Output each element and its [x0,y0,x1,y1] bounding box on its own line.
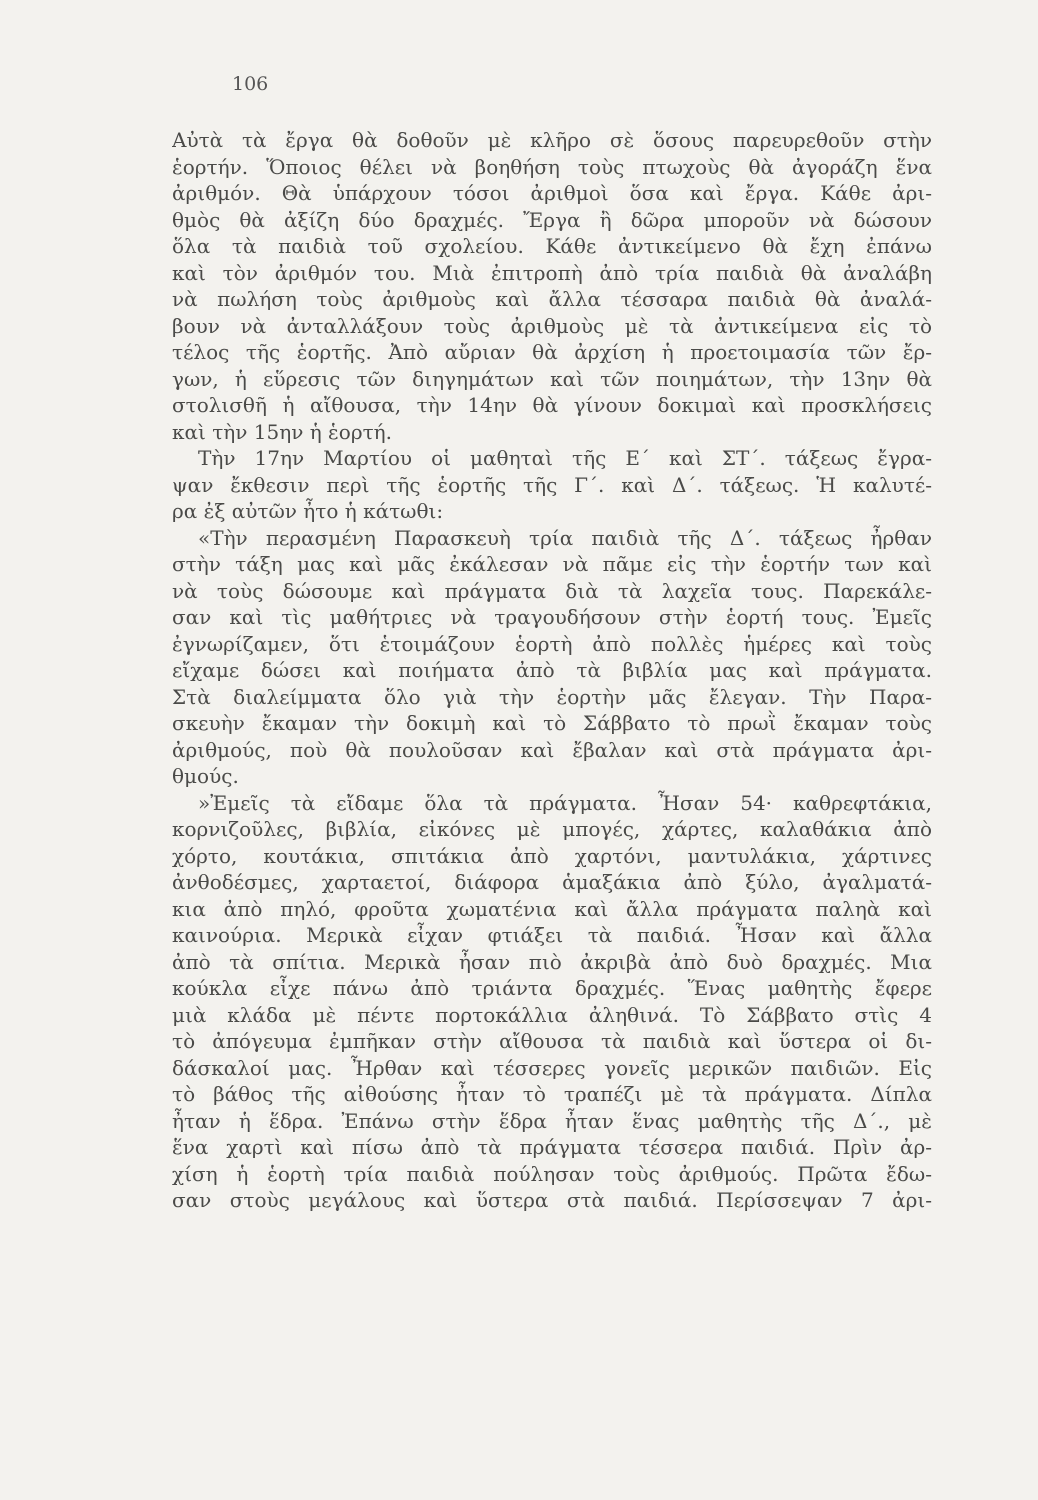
text-line: Τὴν 17ην Μαρτίου οἱ μαθηταὶ τῆς Ε΄ καὶ ΣΤ΄. τάξεως ἔγρα- [198,446,932,470]
page-number: 106 [232,73,269,95]
text-line: ψαν ἔκθεσιν περὶ τῆς ἑορτῆς τῆς Γ΄. καὶ Δ΄. τάξεως. Ἡ καλυτέ- [172,472,932,497]
text-line: νὰ τοὺς δώσουμε καὶ πράγματα διὰ τὰ λαχεῖα τους. Παρεκάλε- [172,578,932,603]
text-line: ἀπὸ τὰ σπίτια. Μερικὰ ἦσαν πιὸ ἀκριβὰ ἀπὸ δυὸ δραχμές. Μια [172,949,932,974]
text-line: »Ἐμεῖς τὰ εἴδαμε ὅλα τὰ πράγματα. Ἦσαν 54· καθρεφτάκια, [198,790,932,815]
text-line: χόρτο, κουτάκια, σπιτάκια ἀπὸ χαρτόνι, μαντυλάκια, χάρτινες [172,843,932,868]
text-line: σαν καὶ τὶς μαθήτριες νὰ τραγουδήσουν στὴν ἑορτή τους. Ἐμεῖς [172,605,932,629]
text-line: ἑορτήν. Ὅποιος θέλει νὰ βοηθήση τοὺς πτωχοὺς θὰ ἀγοράζη ἕνα [172,154,932,179]
text-line: ὅλα τὰ παιδιὰ τοῦ σχολείου. Κάθε ἀντικείμενο θὰ ἔχη ἐπάνω [172,234,932,258]
text-line: στὴν τάξη μας καὶ μᾶς ἐκάλεσαν νὰ πᾶμε εἰς τὴν ἑορτήν των καὶ [172,552,932,576]
text-line: ἕνα χαρτὶ καὶ πίσω ἀπὸ τὰ πράγματα τέσσερα παιδιά. Πρὶν ἀρ- [172,1135,932,1159]
text-line: ἀριθμόν. Θὰ ὑπάρχουν τόσοι ἀριθμοὶ ὅσα καὶ ἔργα. Κάθε ἀρι- [172,181,932,205]
text-line: κούκλα εἶχε πάνω ἀπὸ τριάντα δραχμές. Ἕνας μαθητὴς ἔφερε [172,976,932,1000]
text-line: κια ἀπὸ πηλό, φροῦτα χωματένια καὶ ἄλλα πράγματα παληὰ καὶ [172,896,932,921]
text-line: στολισθῆ ἡ αἴθουσα, τὴν 14ην θὰ γίνουν δοκιμαὶ καὶ προσκλήσεις [172,393,932,417]
text-line: ἐγνωρίζαμεν, ὅτι ἑτοιμάζουν ἑορτὴ ἀπὸ πολλὲς ἡμέρες καὶ τοὺς [172,631,932,656]
text-line: καὶ τὴν 15ην ἡ ἑορτή. [172,419,392,444]
body-text [172,127,932,1214]
text-line: καινούρια. Μερικὰ εἶχαν φτιάξει τὰ παιδιά. Ἦσαν καὶ ἄλλα [172,923,932,947]
text-line: τὸ βάθος τῆς αἰθούσης ἦταν τὸ τραπέζι μὲ τὰ πράγματα. Δίπλα [172,1082,932,1106]
text-line: ἀνθοδέσμες, χαρταετοί, διάφορα ἁμαξάκια ἀπὸ ξύλο, ἀγαλματά- [172,870,932,894]
text-line: εἴχαμε δώσει καὶ ποιήματα ἀπὸ τὰ βιβλία μας καὶ πράγματα. [172,658,932,682]
text-line: ρα ἐξ αὐτῶν ἦτο ἡ κάτωθι: [172,499,444,523]
text-line: δάσκαλοί μας. Ἦρθαν καὶ τέσσερες γονεῖς μερικῶν παιδιῶν. Εἰς [172,1055,932,1080]
text-line: Αὐτὰ τὰ ἔργα θὰ δοθοῦν μὲ κλῆρο σὲ ὅσους παρευρεθοῦν στὴν [172,128,932,152]
text-line: βουν νὰ ἀνταλλάξουν τοὺς ἀριθμοὺς μὲ τὰ ἀντικείμενα εἰς τὸ [172,313,932,338]
text-line: τὸ ἀπόγευμα ἐμπῆκαν στὴν αἴθουσα τὰ παιδιὰ καὶ ὕστερα οἱ δι- [172,1029,932,1053]
text-line: Στὰ διαλείμματα ὅλο γιὰ τὴν ἑορτὴν μᾶς ἔλεγαν. Τὴν Παρα- [172,684,932,709]
text-line: ἦταν ἡ ἕδρα. Ἐπάνω στὴν ἕδρα ἦταν ἕνας μαθητὴς τῆς Δ΄., μὲ [172,1108,932,1133]
text-line: μιὰ κλάδα μὲ πέντε πορτοκάλλια ἀληθινά. Τὸ Σάββατο στὶς 4 [172,1002,932,1027]
text-line: γων, ἡ εὕρεσις τῶν διηγημάτων καὶ τῶν ποιημάτων, τὴν 13ην θὰ [172,366,932,391]
text-line: σαν στοὺς μεγάλους καὶ ὕστερα στὰ παιδιά. Περίσσεψαν 7 ἀρι- [172,1188,932,1212]
text-line: νὰ πωλήση τοὺς ἀριθμοὺς καὶ ἄλλα τέσσαρα παιδιὰ θὰ ἀναλά- [172,287,932,311]
text-line: θμὸς θὰ ἀξίζη δύο δραχμές. Ἔργα ἢ δῶρα μποροῦν νὰ δώσουν [172,207,932,232]
text-line: τέλος τῆς ἑορτῆς. Ἀπὸ αὔριαν θὰ ἀρχίση ἡ προετοιμασία τῶν ἔρ- [172,340,932,364]
text-line: ἀριθμούς, ποὺ θὰ πουλοῦσαν καὶ ἔβαλαν καὶ στὰ πράγματα ἀρι- [172,737,932,762]
text-line: σκευὴν ἔκαμαν τὴν δοκιμὴ καὶ τὸ Σάββατο τὸ πρωῒ ἔκαμαν τοὺς [172,711,932,735]
text-line: «Τὴν περασμένη Παρασκευὴ τρία παιδιὰ τῆς Δ΄. τάξεως ἦρθαν [198,525,932,550]
text-line: θμούς. [172,764,239,788]
text-line: καὶ τὸν ἀριθμόν του. Μιὰ ἐπιτροπὴ ἀπὸ τρία παιδιὰ θὰ ἀναλάβη [172,260,932,285]
text-line: κορνιζοῦλες, βιβλία, εἰκόνες μὲ μπογές, χάρτες, καλαθάκια ἀπὸ [172,817,932,841]
text-line: χίση ἡ ἑορτὴ τρία παιδιὰ πούλησαν τοὺς ἀριθμούς. Πρῶτα ἔδω- [172,1161,932,1186]
